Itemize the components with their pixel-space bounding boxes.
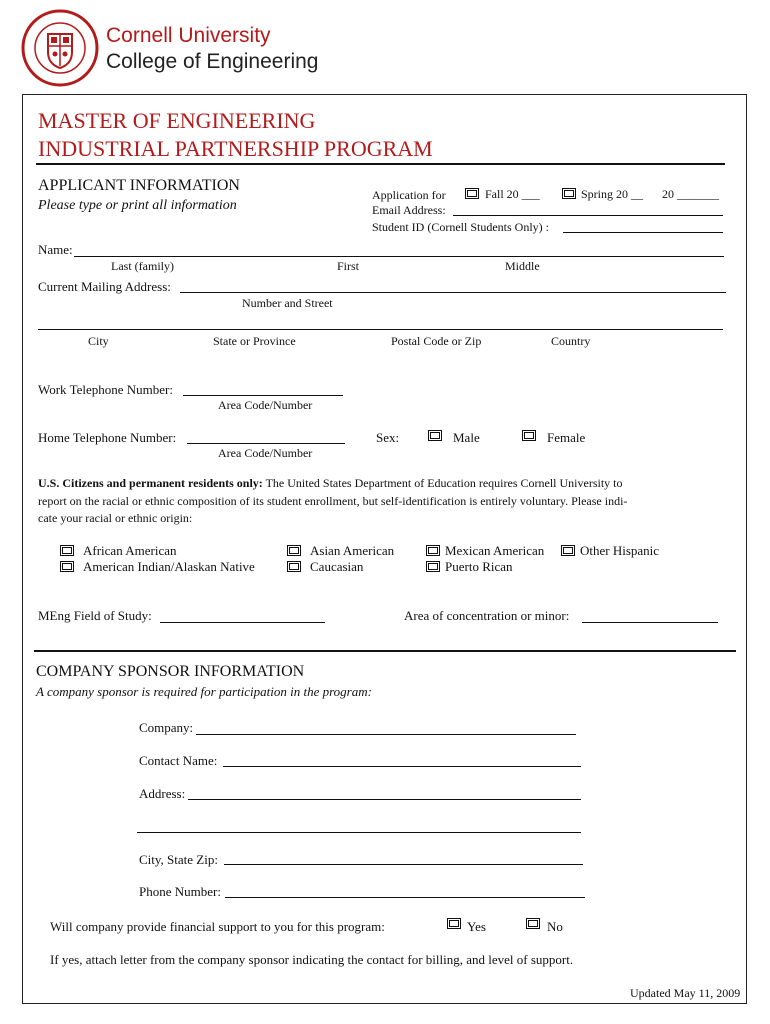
address-label: Address: xyxy=(139,786,186,801)
college-name: College of Engineering xyxy=(106,50,319,73)
sponsor-heading: COMPANY SPONSOR INFORMATION xyxy=(36,663,305,680)
yes-label: Yes xyxy=(467,919,486,934)
spring-label: Spring 20 __ xyxy=(581,187,644,201)
university-name: Cornell University xyxy=(106,24,271,47)
first-name-caption: First xyxy=(337,259,360,273)
application-for-label: Application for xyxy=(372,188,446,202)
field-of-study-label: MEng Field of Study: xyxy=(38,608,152,623)
puerto-rican-checkbox[interactable] xyxy=(426,561,440,572)
citizens-paragraph-line3: cate your racial or ethnic origin: xyxy=(38,511,193,525)
asian-american-label: Asian American xyxy=(310,543,395,558)
company-label: Company: xyxy=(139,720,194,735)
puerto-rican-label: Puerto Rican xyxy=(445,559,513,574)
caucasian-label: Caucasian xyxy=(310,559,364,574)
number-street-caption: Number and Street xyxy=(242,296,333,310)
sponsor-instruction: A company sponsor is required for participation in the program: xyxy=(36,684,372,699)
sponsor-rule xyxy=(34,650,736,652)
applicant-heading: APPLICANT INFORMATION xyxy=(38,177,240,194)
last-name-caption: Last (family) xyxy=(111,259,174,273)
address-field-2[interactable] xyxy=(137,832,581,833)
email-label: Email Address: xyxy=(372,203,446,217)
fall-checkbox[interactable] xyxy=(465,188,479,199)
name-label: Name: xyxy=(38,242,73,257)
work-phone-field[interactable] xyxy=(183,395,343,396)
female-label: Female xyxy=(547,430,586,445)
home-phone-label: Home Telephone Number: xyxy=(38,430,177,445)
city-state-zip-field[interactable] xyxy=(224,864,583,865)
cornell-seal-logo xyxy=(20,8,100,88)
name-field[interactable] xyxy=(74,256,724,257)
address-field[interactable] xyxy=(188,799,581,800)
phone-field[interactable] xyxy=(225,897,585,898)
other-hispanic-checkbox[interactable] xyxy=(561,545,575,556)
work-phone-label: Work Telephone Number: xyxy=(38,382,173,397)
contact-name-field[interactable] xyxy=(223,766,581,767)
caucasian-checkbox[interactable] xyxy=(287,561,301,572)
applicant-instruction: Please type or print all information xyxy=(38,198,237,213)
financial-support-question: Will company provide financial support to you for this program: xyxy=(50,919,385,934)
fall-label: Fall 20 ___ xyxy=(485,187,540,201)
yes-checkbox[interactable] xyxy=(447,918,461,929)
no-label: No xyxy=(547,919,563,934)
program-title-line1: MASTER OF ENGINEERING xyxy=(38,108,316,133)
work-area-code-caption: Area Code/Number xyxy=(218,398,313,412)
city-state-zip-label: City, State Zip: xyxy=(139,852,218,867)
attach-letter-note: If yes, attach letter from the company sponsor indicating the contact for billing, and level of support. xyxy=(50,952,574,967)
updated-date: Updated May 11, 2009 xyxy=(630,986,741,1000)
city-state-field[interactable] xyxy=(38,329,723,330)
mailing-address-field[interactable] xyxy=(180,292,726,293)
country-caption: Country xyxy=(551,334,591,348)
no-checkbox[interactable] xyxy=(526,918,540,929)
postal-caption: Postal Code or Zip xyxy=(391,334,482,348)
city-caption: City xyxy=(88,334,109,348)
program-title-line2: INDUSTRIAL PARTNERSHIP PROGRAM xyxy=(38,136,433,161)
male-checkbox[interactable] xyxy=(428,430,442,441)
spring-checkbox[interactable] xyxy=(562,188,576,199)
title-rule xyxy=(36,163,725,165)
student-id-label: Student ID (Cornell Students Only) : xyxy=(372,220,549,234)
citizens-bold: U.S. Citizens and permanent residents only: xyxy=(38,476,263,490)
concentration-label: Area of concentration or minor: xyxy=(404,608,570,623)
contact-name-label: Contact Name: xyxy=(139,753,218,768)
home-phone-field[interactable] xyxy=(187,443,345,444)
company-field[interactable] xyxy=(196,734,576,735)
citizens-paragraph-line1 xyxy=(38,476,623,491)
mexican-american-label: Mexican American xyxy=(445,543,545,558)
email-field[interactable] xyxy=(453,215,723,216)
student-id-field[interactable] xyxy=(563,232,723,233)
home-area-code-caption: Area Code/Number xyxy=(218,446,313,460)
female-checkbox[interactable] xyxy=(522,430,536,441)
asian-american-checkbox[interactable] xyxy=(287,545,301,556)
concentration-field[interactable] xyxy=(582,622,718,623)
other-hispanic-label: Other Hispanic xyxy=(580,543,660,558)
american-indian-checkbox[interactable] xyxy=(60,561,74,572)
mailing-address-label: Current Mailing Address: xyxy=(38,279,171,294)
male-label: Male xyxy=(453,430,480,445)
mexican-american-checkbox[interactable] xyxy=(426,545,440,556)
year-label: 20 _______ xyxy=(662,187,719,201)
citizens-paragraph-line2: report on the racial or ethnic composition of its student enrollment, but self-identification is entirely voluntary. Please indi- xyxy=(38,494,628,508)
citizens-text-1: The United States Department of Education requires Cornell University to xyxy=(265,476,623,490)
american-indian-label: American Indian/Alaskan Native xyxy=(83,559,255,574)
african-american-checkbox[interactable] xyxy=(60,545,74,556)
sex-label: Sex: xyxy=(376,430,400,445)
phone-label: Phone Number: xyxy=(139,884,221,899)
african-american-label: African American xyxy=(83,543,177,558)
middle-name-caption: Middle xyxy=(505,259,540,273)
state-caption: State or Province xyxy=(213,334,296,348)
field-of-study-field[interactable] xyxy=(160,622,325,623)
